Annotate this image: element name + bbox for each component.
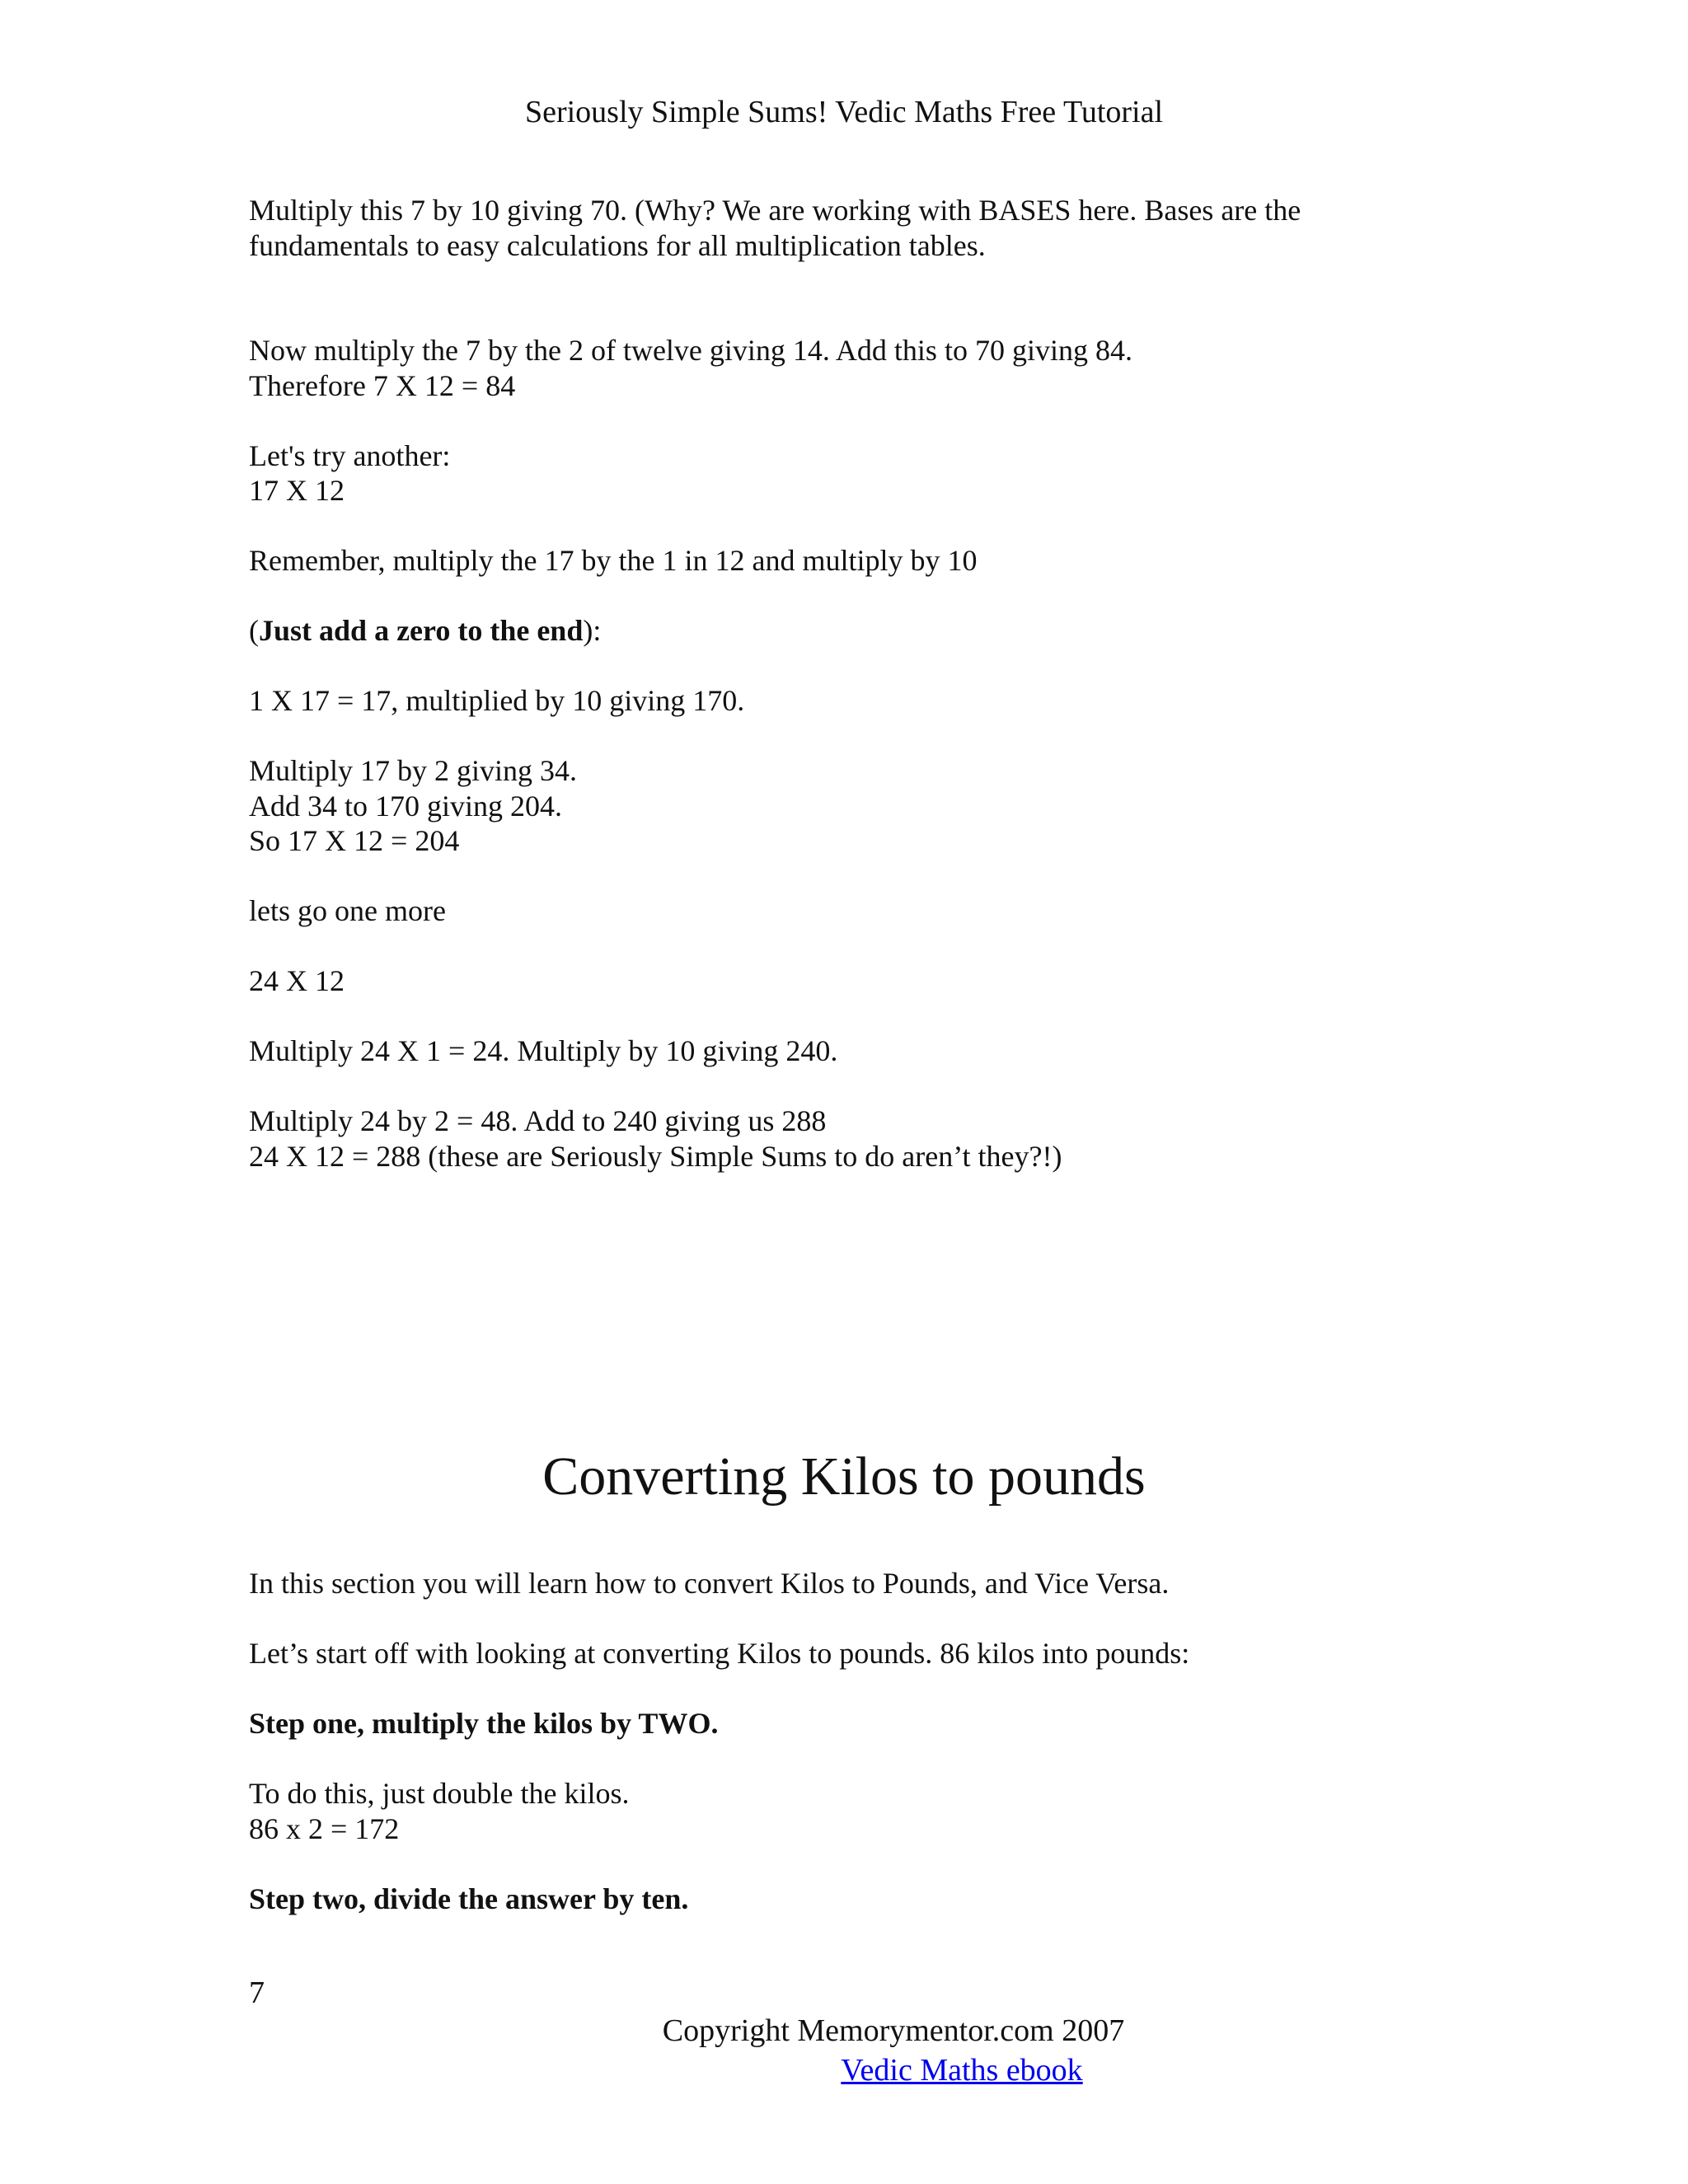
paragraph-line: Now multiply the 7 by the 2 of twelve giving 14. Add this to 70 giving 84.	[249, 334, 1132, 367]
paragraph-line: 86 x 2 = 172	[249, 1811, 400, 1845]
paragraph-line: Multiply 24 X 1 = 24. Multiply by 10 giving 240.	[249, 1034, 838, 1067]
page-header: Seriously Simple Sums! Vedic Maths Free Tutorial	[524, 95, 1164, 129]
paren-open: (	[249, 614, 259, 647]
step-heading: Step two, divide the answer by ten.	[249, 1882, 689, 1915]
paragraph-line: Multiply this 7 by 10 giving 70. (Why? We are working with BASES here. Bases are the	[249, 194, 1301, 227]
paragraph-line	[249, 1882, 1502, 1917]
page-number: 7	[249, 1975, 265, 2010]
bold-emphasis: Just add a zero to the end	[259, 614, 584, 647]
paragraph-line: fundamentals to easy calculations for all multiplication tables.	[249, 228, 986, 262]
paragraph-line: Add 34 to 170 giving 204.	[249, 789, 563, 823]
page-footer	[0, 2011, 1688, 2090]
paragraph-line: Therefore 7 X 12 = 84	[249, 368, 516, 402]
paragraph-line: In this section you will learn how to convert Kilos to Pounds, and Vice Versa.	[249, 1567, 1170, 1600]
copyright-text: Copyright Memorymentor.com 2007	[662, 2013, 1125, 2048]
tutorial-body	[249, 193, 1502, 1174]
paragraph-line	[249, 1706, 1502, 1741]
paragraph-line: 24 X 12	[249, 964, 345, 997]
paragraph-line: 17 X 12	[249, 474, 345, 507]
paragraph-line: Multiply 24 by 2 = 48. Add to 240 giving us 288	[249, 1104, 827, 1137]
section-title: Converting Kilos to pounds	[542, 1446, 1146, 1507]
step-heading: Step one, multiply the kilos by TWO.	[249, 1707, 719, 1740]
paragraph-line: Let’s start off with looking at converting Kilos to pounds. 86 kilos into pounds:	[249, 1637, 1190, 1670]
paragraph-line: Let's try another:	[249, 438, 451, 472]
paragraph-line	[249, 613, 1502, 649]
paragraph-line: 24 X 12 = 288 (these are Seriously Simple Sums to do aren’t they?!)	[249, 1139, 1062, 1173]
paragraph-line: Remember, multiply the 17 by the 1 in 12 and multiply by 10	[249, 544, 978, 577]
paragraph-line: lets go one more	[249, 894, 446, 927]
paragraph-line: So 17 X 12 = 204	[249, 824, 460, 857]
paragraph-line: 1 X 17 = 17, multiplied by 10 giving 170.	[249, 684, 745, 717]
section-body	[249, 1566, 1502, 1916]
ebook-link[interactable]: Vedic Maths ebook	[841, 2053, 1083, 2088]
paragraph-line: To do this, just double the kilos.	[249, 1777, 630, 1810]
paragraph-line: Multiply 17 by 2 giving 34.	[249, 754, 578, 787]
paren-close: ):	[583, 614, 602, 647]
